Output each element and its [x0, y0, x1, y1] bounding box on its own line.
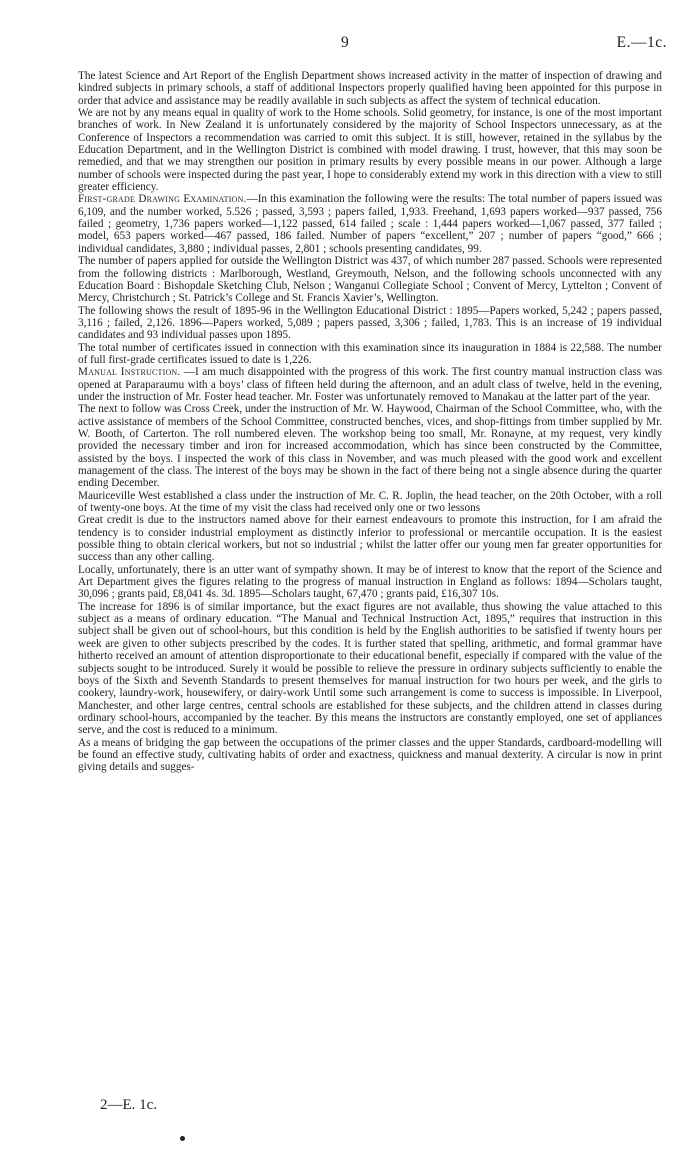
paragraph-certificates-total: The total number of certificates issued in connection with this examination since its inauguration in 1884 is 22,588. The number of full first-grade certificates issued to date is 1,226.	[78, 341, 662, 366]
ink-dot	[180, 1136, 185, 1141]
page-header	[0, 34, 700, 56]
paragraph-increase-1896: The increase for 1896 is of similar importance, but the exact figures are not available, thus showing the value attached to this subject as a means of ordinary education. “The Manual and Technical Instruction Act, 1895,” requires that instruction in this subject shall be given out of school-hours, but this condition is held by the English authorities to be satisfied if twenty hours per week are given to other subjects prescribed by the codes. It is further stated that spelling, arithmetic, and formal grammar have hitherto received an amount of attention disproportionate to their educational benefit, especially if compared with the value of the subjects sought to be introduced. Surely it would be possible to relieve the pressure in ordinary subjects sufficiently to enable the boys of the Sixth and Seventh Standards to present themselves for manual instruction for two hours per week, and the girls to cookery, laundry-work, housewifery, or dairy-work Until some such arrangement is come to success is impossible. In Liverpool, Manchester, and other large centres, central schools are established for these subjects, and the children attend in classes during ordinary school-hours, accompanied by the teacher. By this means the instructors are constantly employed, one set of appliances serve, and the cost is reduced to a minimum.	[78, 600, 662, 737]
body-text	[78, 70, 662, 774]
paragraph-science-art-report: The latest Science and Art Report of the English Department shows increased activity in the matter of inspection of drawing and kindred subjects in primary schools, a staff of additional Inspectors properly qualified having been appointed for this purpose in order that advice and assistance may be readily available in such subjects as affect the system of technical education.	[78, 70, 662, 107]
page-footer-signature: 2—E. 1c.	[100, 1097, 158, 1113]
paragraph-drawing-examination: First-grade Drawing Examination.—In this examination the following were the results: The total number of papers issued was 6,109, and the number worked, 5.526 ; passed, 3,593 ; papers failed, 1,933. Freehand, 1,693 papers worked—937 passed, 756 failed ; geometry, 1,736 papers worked—1,122 passed, 614 failed ; scale : 1,444 papers worked—1,067 passed, 377 failed ; model, 653 papers worked—467 passed, 186 failed. Number of papers “excellent,” 207 ; number of papers “good,” 666 ; individual candidates, 3,880 ; individual passes, 2,801 ; schools presenting candidates, 99.	[78, 193, 663, 255]
paragraph-outside-district: The number of papers applied for outside the Wellington District was 437, of which number 287 passed. Schools were represented from the following districts : Marlborough, Westland, Greymouth, Nelson, and the following schools unconnected with any Education Board : Bishopdale Sketching Club, Nelson ; Wanganui Collegiate School ; Convent of Mercy, Lyttelton ; Convent of Mercy, Christchurch ; St. Patrick’s College and St. Francis Xavier’s, Wellington.	[78, 255, 662, 305]
paragraph-cardboard-modelling: As a means of bridging the gap between the occupations of the primer classes and the upper Standards, cardboard-modelling will be found an effective study, cultivating habits of order and exactness, quickness and manual dexterity. A circular is now in print giving details and sugges-	[78, 736, 662, 774]
paragraph-mauriceville: Mauriceville West established a class under the instruction of Mr. C. R. Joplin, the head teacher, on the 20th October, with a roll of twenty-one boys. At the time of my visit the class had received only one or two lessons	[78, 489, 662, 515]
page-number: 9	[341, 34, 349, 51]
section-heading: First-grade Drawing Examination.	[78, 193, 247, 206]
paragraph-england-figures: Locally, unfortunately, there is an utter want of sympathy shown. It may be of interest to know that the report of the Science and Art Department gives the figures relating to the progress of manual instruction in England as follows: 1894—Scholars taught, 30,096 ; grants paid, £8,041 4s. 3d. 1895—Scholars taught, 67,470 ; grants paid, £16,307 10s.	[78, 563, 662, 601]
paragraph-manual-instruction: Manual Instruction. —I am much disappointed with the progress of this work. The first country manual instruction class was opened at Paraparaumu with a boys’ class of fifteen held during the afternoon, and an adult class of twelve, held in the evening, under the instruction of Mr. Foster head teacher. Mr. Foster was unfortunately removed to Manakau at the latter part of the year.	[78, 366, 663, 403]
paragraph-instructors-credit: Great credit is due to the instructors named above for their earnest endeavours to promote this instruction, for I am afraid the tendency is to consider industrial employment as distinctly inferior to professional or mercantile occupation. It is the easiest possible thing to obtain clerical workers, but not so industrial ; whilst the latter offer our young men far greater opportunities for success than any other calling.	[78, 514, 662, 564]
paragraph-yearly-results: The following shows the result of 1895-96 in the Wellington Educational District : 1895—Papers worked, 5,242 ; papers passed, 3,116 ; failed, 2,126. 1896—Papers worked, 5,089 ; papers passed, 3,306 ; failed, 1,783. This is an increase of 19 individual candidates and 93 individual passes upon 1895.	[78, 304, 662, 342]
document-reference: E.—1c.	[616, 34, 667, 51]
paragraph-home-schools: We are not by any means equal in quality of work to the Home schools. Solid geometry, for instance, is one of the most important branches of work. In New Zealand it is unfortunately considered by the majority of School Inspectors unnecessary, as at the Conference of Inspectors a recommendation was carried to omit this subject. It is still, however, retained in the syllabus by the Education Department, and in the Wellington District is combined with model drawing. I trust, however, that this may soon be remedied, and that we may strengthen our position in primary results by every possible means in our power. Although a large number of schools were inspected during the past year, I hope to considerably extend my work in this direction with a view to still greater efficiency.	[78, 107, 662, 194]
section-heading: Manual Instruction.	[78, 366, 181, 379]
paragraph-cross-creek: The next to follow was Cross Creek, under the instruction of Mr. W. Haywood, Chairman of the School Committee, who, with the active assistance of members of the School Committee, constructed benches, vices, and shop-fittings from timber supplied by Mr. W. Booth, of Carterton. The roll numbered eleven. The workshop being too small, Mr. Ronayne, at my request, very kindly provided the necessary timber and iron for increased accommodation, which has since been constructed by the Committee, assisted by the boys. I inspected the work of this class in November, and was much pleased with the good work and excellent management of the class. The interest of the boys may be shown in the fact of there being not a single absence during the quarter ending December.	[78, 403, 662, 490]
